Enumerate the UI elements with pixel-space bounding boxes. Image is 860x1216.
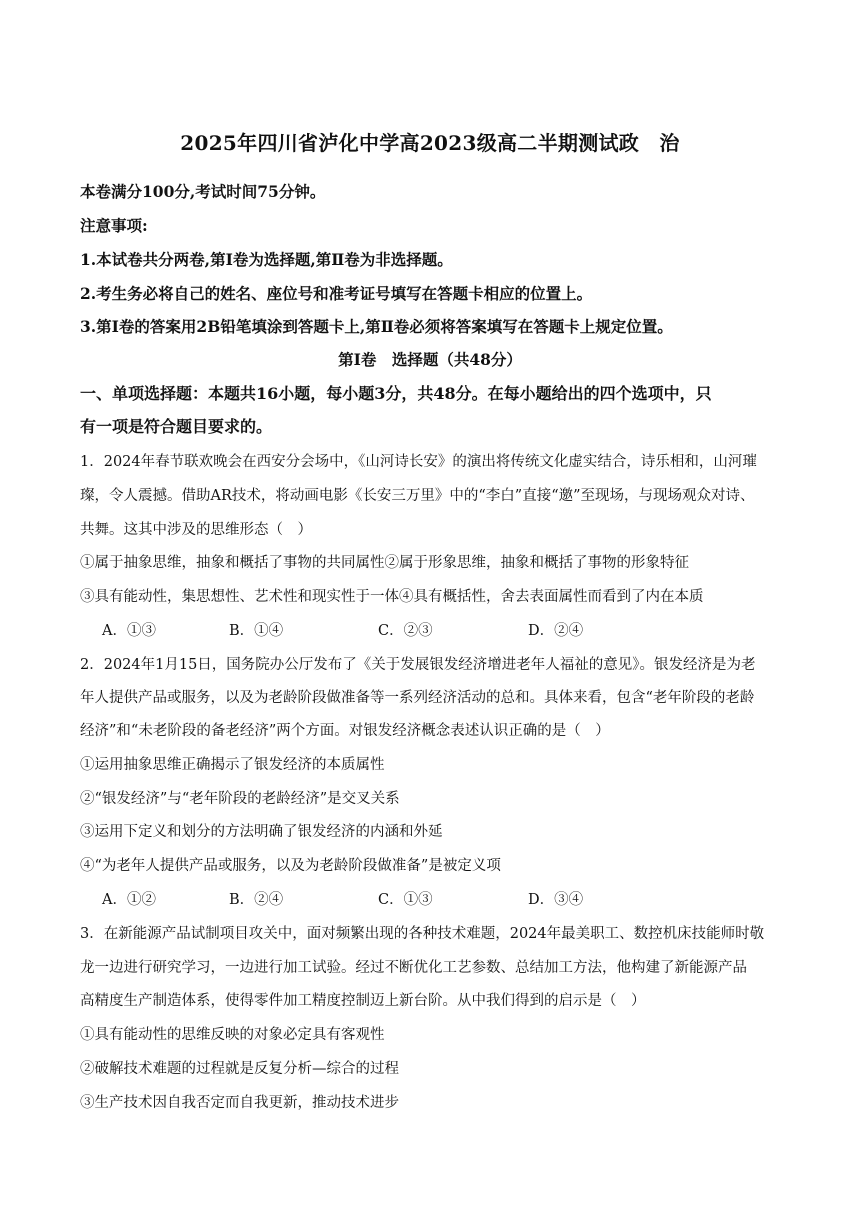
q2-option-c[interactable]: C．①③	[378, 892, 433, 908]
q3-stem-line-1: 3．在新能源产品试制项目攻关中，面对频繁出现的各种技术难题，2024年最美职工、数控机床技能师时敬	[80, 926, 765, 942]
q1-stem-line-2: 璨，令人震撼。借助AR技术，将动画电影《长安三万里》中的“李白”直接“邀”至现场，与现场观众对诗、	[80, 488, 755, 504]
q2-stem-line-3: 经济”和“未老阶段的备老经济”两个方面。对银发经济概念表述认识正确的是（ ）	[80, 723, 610, 739]
part1-heading: 第Ⅰ卷 选择题（共48分）	[338, 350, 522, 369]
score-time-note: 本卷满分100分,考试时间75分钟。	[80, 182, 326, 201]
notice-item-2: 2.考生务必将自己的姓名、座位号和准考证号填写在答题卡相应的位置上。	[80, 284, 593, 303]
q2-statement-4: ④“为老年人提供产品或服务，以及为老龄阶段做准备”是被定义项	[80, 858, 501, 874]
q2-statement-1: ①运用抽象思维正确揭示了银发经济的本质属性	[80, 757, 385, 773]
q3-stem-line-3: 高精度生产制造体系，使得零件加工精度控制迈上新台阶。从中我们得到的启示是（ ）	[80, 993, 646, 1009]
q2-statement-3: ③运用下定义和划分的方法明确了银发经济的内涵和外延	[80, 824, 443, 840]
q2-option-d[interactable]: D．③④	[528, 892, 584, 908]
q3-stem-line-2: 龙一边进行研究学习，一边进行加工试验。经过不断优化工艺参数、总结加工方法，他构建了新能源产品	[80, 960, 747, 976]
q1-stem-line-3: 共舞。这其中涉及的思维形态（ ）	[80, 522, 312, 538]
q1-option-b[interactable]: B．①④	[229, 623, 284, 639]
q2-stem-line-2: 年人提供产品或服务，以及为老龄阶段做准备等一系列经济活动的总和。具体来看，包含“老年阶段的老龄	[80, 690, 755, 706]
q1-statement-line-1: ①属于抽象思维，抽象和概括了事物的共同属性②属于形象思维，抽象和概括了事物的形象特征	[80, 555, 689, 571]
q1-option-c[interactable]: C．②③	[378, 623, 433, 639]
q2-option-b[interactable]: B．②④	[229, 892, 284, 908]
notice-item-1: 1.本试卷共分两卷,第Ⅰ卷为选择题,第Ⅱ卷为非选择题。	[80, 250, 453, 269]
q2-stem-line-1: 2．2024年1月15日，国务院办公厅发布了《关于发展银发经济增进老年人福祉的意见》。银发经济是为老	[80, 657, 756, 673]
section-instruction-line-2: 有一项是符合题目要求的。	[80, 417, 273, 436]
q1-option-a[interactable]: A．①③	[102, 623, 156, 639]
q1-stem-line-1: 1．2024年春节联欢晚会在西安分会场中，《山河诗长安》的演出将传统文化虚实结合，诗乐相和，山河璀	[80, 454, 757, 470]
q2-option-a[interactable]: A．①②	[102, 892, 156, 908]
q2-statement-2: ②“银发经济”与“老年阶段的老龄经济”是交叉关系	[80, 791, 400, 807]
q1-statement-line-2: ③具有能动性，集思想性、艺术性和现实性于一体④具有概括性，舍去表面属性而看到了内在本质	[80, 589, 704, 605]
notice-item-3: 3.第Ⅰ卷的答案用2B铅笔填涂到答题卡上,第Ⅱ卷必须将答案填写在答题卡上规定位置。	[80, 317, 673, 336]
q3-statement-1: ①具有能动性的思维反映的对象必定具有客观性	[80, 1027, 385, 1043]
q3-statement-3: ③生产技术因自我否定而自我更新，推动技术进步	[80, 1095, 399, 1111]
section-instruction-line-1: 一、单项选择题：本题共16小题，每小题3分，共48分。在每小题给出的四个选项中，只	[80, 384, 712, 403]
q1-option-d[interactable]: D．②④	[528, 623, 584, 639]
exam-title: 2025年四川省泸化中学高2023级高二半期测试政 治	[180, 131, 680, 155]
notice-heading: 注意事项:	[80, 216, 148, 235]
q3-statement-2: ②破解技术难题的过程就是反复分析—综合的过程	[80, 1061, 399, 1077]
